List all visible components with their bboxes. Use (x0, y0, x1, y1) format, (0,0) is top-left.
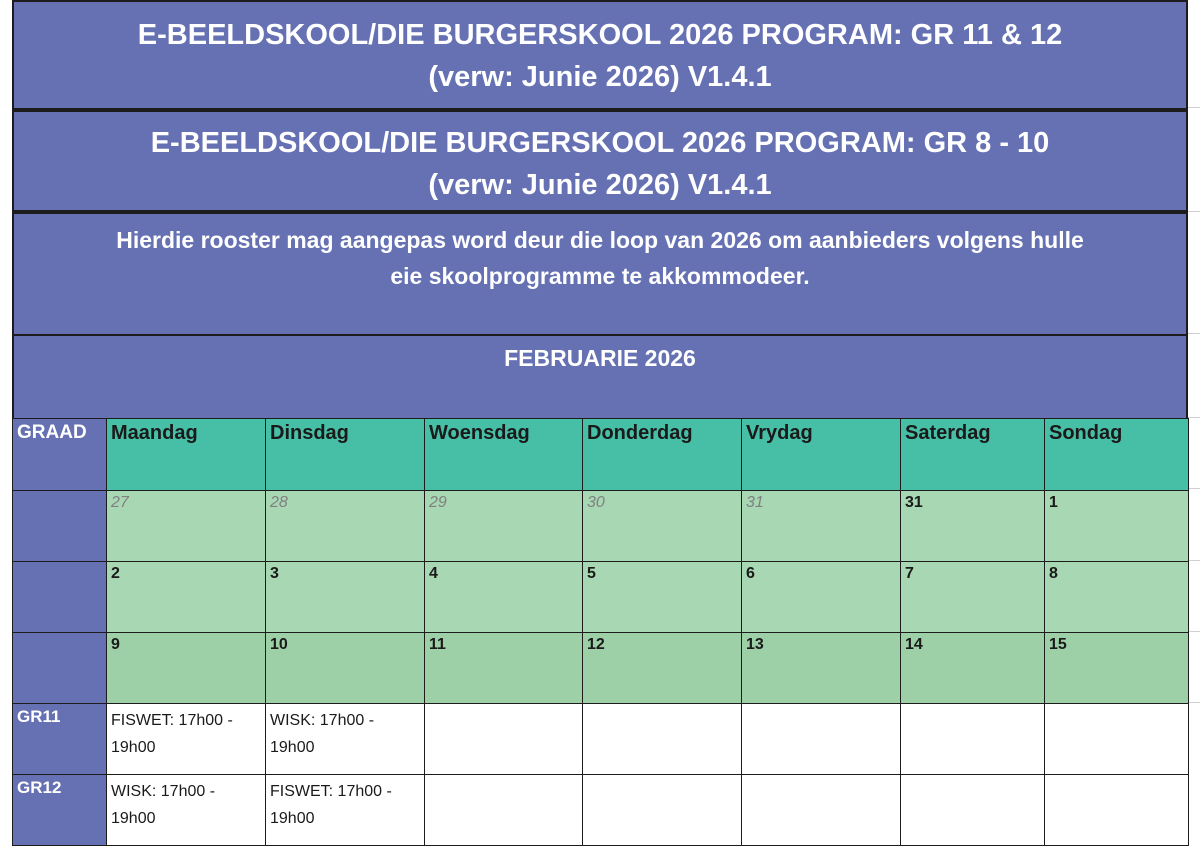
grade-label-gr12[interactable]: GR12 (13, 775, 107, 846)
date-number: 11 (429, 636, 446, 653)
event-cell[interactable] (583, 704, 742, 775)
date-number: 30 (587, 494, 605, 511)
date-cell[interactable] (583, 491, 742, 562)
event-cell[interactable] (425, 704, 583, 775)
date-cell[interactable] (266, 633, 425, 704)
gridline (1188, 211, 1200, 212)
grade-label-gr11[interactable]: GR11 (13, 704, 107, 775)
title-gr8-10-line1: E-BEELDSKOOL/DIE BURGERSKOOL 2026 PROGRAM: GR 8 - 10 (150, 127, 1050, 159)
event-cell[interactable]: FISWET: 17h00 - 19h00 (107, 704, 266, 775)
event-cell[interactable]: FISWET: 17h00 - 19h00 (266, 775, 425, 846)
date-cell[interactable] (425, 491, 583, 562)
date-number: 8 (1049, 565, 1058, 582)
event-cell[interactable] (1045, 775, 1189, 846)
date-number: 3 (270, 565, 279, 582)
day-header-donderdag[interactable]: Donderdag (583, 419, 742, 491)
day-header-vrydag[interactable]: Vrydag (742, 419, 901, 491)
title-banner-gr8-10 (12, 110, 1188, 212)
gridline (1188, 107, 1200, 108)
event-cell[interactable] (901, 775, 1045, 846)
date-number: 15 (1049, 636, 1067, 653)
date-number: 9 (111, 636, 120, 653)
week-row-3 (13, 633, 1189, 704)
gridline (1188, 560, 1200, 561)
event-cell[interactable]: WISK: 17h00 - 19h00 (266, 704, 425, 775)
event-cell[interactable] (742, 775, 901, 846)
date-number: 7 (905, 565, 914, 582)
date-cell[interactable] (107, 633, 266, 704)
date-number: 29 (429, 494, 447, 511)
event-cell[interactable]: WISK: 17h00 - 19h00 (107, 775, 266, 846)
title-gr11-12-line2: (verw: Junie 2026) V1.4.1 (428, 61, 772, 93)
gridline (1188, 702, 1200, 703)
event-cell[interactable] (583, 775, 742, 846)
date-number: 31 (746, 494, 764, 511)
day-header-sondag[interactable]: Sondag (1045, 419, 1189, 491)
month-banner (12, 334, 1188, 418)
date-cell[interactable] (1045, 633, 1189, 704)
gridline (1188, 488, 1200, 489)
event-cell[interactable] (425, 775, 583, 846)
date-number: 14 (905, 636, 923, 653)
date-cell[interactable] (1045, 491, 1189, 562)
title-banner-gr11-12 (12, 0, 1188, 110)
grade-cell-empty[interactable] (13, 491, 107, 562)
title-gr11-12-line1: E-BEELDSKOOL/DIE BURGERSKOOL 2026 PROGRAM: GR 11 & 12 (137, 19, 1063, 51)
date-cell[interactable] (425, 633, 583, 704)
date-cell[interactable] (107, 562, 266, 633)
date-cell[interactable] (583, 633, 742, 704)
date-cell[interactable] (266, 491, 425, 562)
day-header-dinsdag[interactable]: Dinsdag (266, 419, 425, 491)
date-number: 5 (587, 565, 596, 582)
date-cell[interactable] (901, 491, 1045, 562)
gridline (1188, 333, 1200, 334)
day-header-saterdag[interactable]: Saterdag (901, 419, 1045, 491)
date-cell[interactable] (583, 562, 742, 633)
date-number: 2 (111, 565, 120, 582)
date-cell[interactable] (901, 562, 1045, 633)
date-number: 10 (270, 636, 288, 653)
date-cell[interactable] (266, 562, 425, 633)
calendar-grid (12, 418, 1189, 846)
date-number: 6 (746, 565, 755, 582)
event-cell[interactable] (1045, 704, 1189, 775)
date-number: 1 (1049, 494, 1058, 511)
weekday-header-row (13, 419, 1189, 491)
week-row-1 (13, 491, 1189, 562)
date-number: 31 (905, 494, 923, 511)
date-cell[interactable] (742, 562, 901, 633)
week-row-2 (13, 562, 1189, 633)
notice-line1: Hierdie rooster mag aangepas word deur die loop van 2026 om aanbieders volgens hulle (116, 227, 1084, 253)
date-cell[interactable] (1045, 562, 1189, 633)
gridline (1188, 417, 1200, 418)
date-cell[interactable] (901, 633, 1045, 704)
grade-cell-empty[interactable] (13, 633, 107, 704)
date-number: 27 (111, 494, 129, 511)
day-header-woensdag[interactable]: Woensdag (425, 419, 583, 491)
grade-cell-empty[interactable] (13, 562, 107, 633)
grade-row-gr12 (13, 775, 1189, 846)
notice-banner (12, 212, 1188, 336)
event-cell[interactable] (901, 704, 1045, 775)
date-cell[interactable] (107, 491, 266, 562)
grade-header[interactable]: GRAAD (13, 419, 107, 491)
month-title: FEBRUARIE 2026 (504, 345, 696, 371)
date-number: 4 (429, 565, 438, 582)
date-cell[interactable] (742, 633, 901, 704)
gridline (1188, 631, 1200, 632)
date-number: 28 (270, 494, 288, 511)
event-cell[interactable] (742, 704, 901, 775)
notice-line2: eie skoolprogramme te akkommodeer. (390, 263, 810, 289)
date-number: 12 (587, 636, 605, 653)
date-number: 13 (746, 636, 764, 653)
title-gr8-10-line2: (verw: Junie 2026) V1.4.1 (428, 169, 772, 201)
day-header-maandag[interactable]: Maandag (107, 419, 266, 491)
date-cell[interactable] (425, 562, 583, 633)
grade-row-gr11 (13, 704, 1189, 775)
date-cell[interactable] (742, 491, 901, 562)
